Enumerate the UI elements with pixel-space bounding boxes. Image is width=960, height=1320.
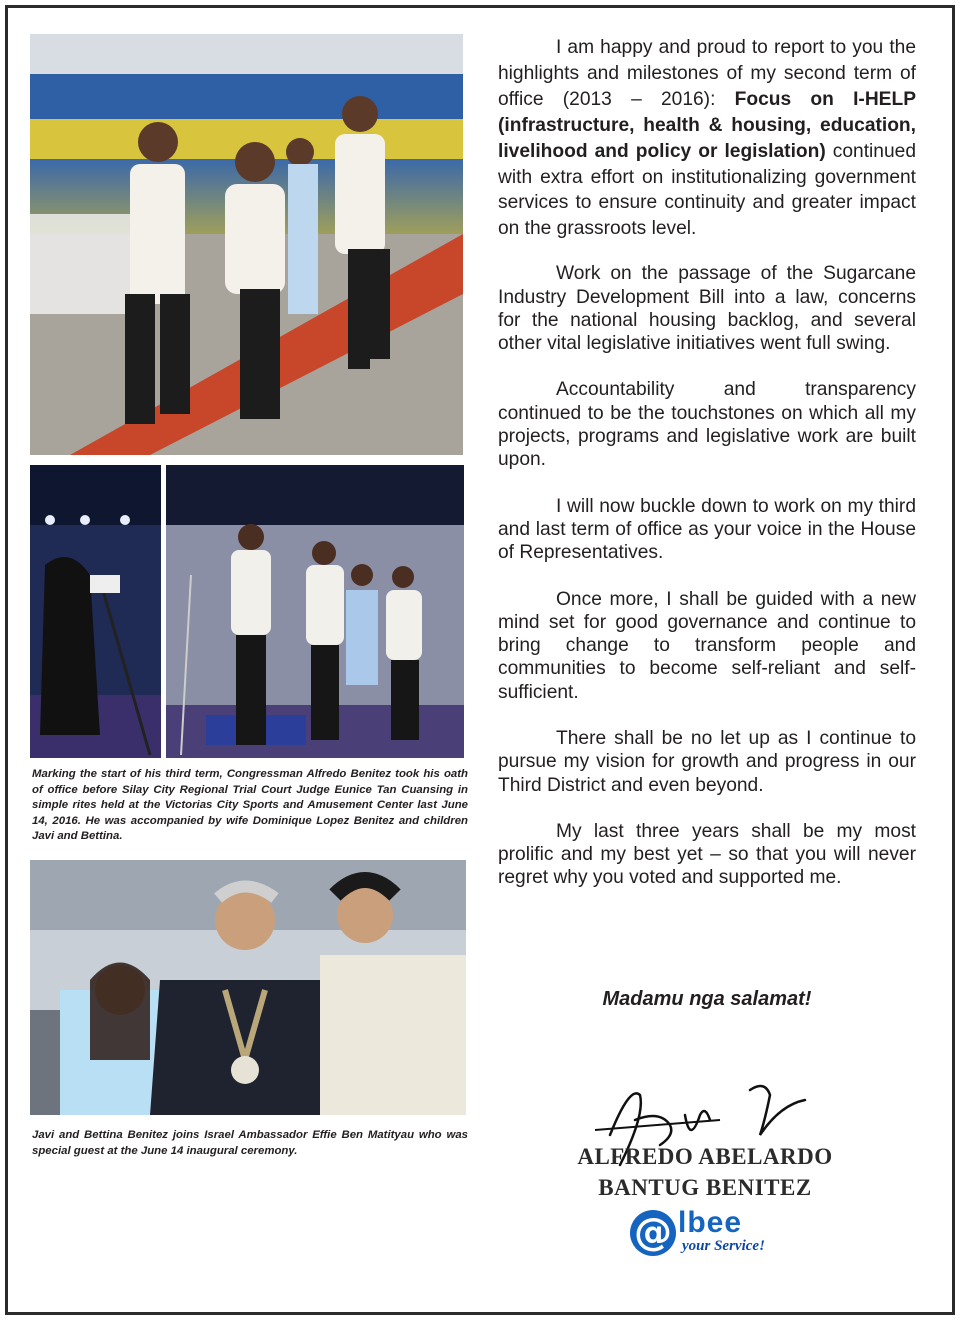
letter-paragraph: My last three years shall be my most prolific and my best yet – so that you will never regret why you voted and supported me. (498, 820, 916, 889)
letter-paragraph (498, 35, 916, 242)
letter-paragraph: Once more, I shall be guided with a new mind set for good governance and continue to bring change to transform people and communities to become self-reliant and self-sufficient. (498, 588, 916, 703)
letter-text: I am happy and proud to report to you the highlights and milestones of my second term of office (2013 – 2016): (498, 37, 916, 110)
oath-left-photo (30, 465, 161, 758)
letter-body (498, 35, 916, 913)
oath-right-photo (166, 465, 464, 758)
albee-logo (630, 1206, 790, 1265)
at-sign-icon: @ (630, 1210, 676, 1256)
letter-paragraph: Work on the passage of the Sugarcane Industry Development Bill into a law, concerns for the national housing backlog, and several other vital legislative initiatives went full swing. (498, 263, 916, 355)
signatory-name-line-1: ALFREDO ABELARDO (577, 1144, 833, 1169)
ambassador-photo-caption: Javi and Bettina Benitez joins Israel Ambassador Effie Ben Matityau who was special guest at the June 14 inaugural ceremony. (32, 1129, 468, 1157)
oath-photo-caption: Marking the start of his third term, Congressman Alfredo Benitez took his oath of office before Silay City Regional Trial Court Judge Eunice Tan Cuansing in simple rites held at the Victorias City Sports and Amusement Center last June 14, 2016. He was accompanied by wife Dominique Lopez Benitez and children Javi and Bettina. (32, 768, 468, 843)
ambassador-photo (30, 860, 466, 1115)
letter-paragraph: Accountability and transparency continued to be the touchstones on which all my projects, programs and legislative work are built upon. (498, 379, 916, 471)
procession-photo (30, 34, 463, 455)
letter-paragraph: There shall be no let up as I continue to pursue my vision for growth and progress in our Third District and even beyond. (498, 728, 916, 796)
logo-word: lbee (678, 1206, 743, 1239)
closing-line: Madamu nga salamat! (602, 988, 812, 1010)
signatory-name-line-2: BANTUG BENITEZ (598, 1175, 812, 1200)
letter-text: continued with extra effort on institutionalizing government services to ensure continuity and greater impact on the grassroots level. (498, 140, 916, 240)
letter-bold-text: Focus on I-HELP (infrastructure, health & housing, education, livelihood and policy or legislation) (498, 88, 916, 162)
letter-paragraph: I will now buckle down to work on my third and last term of office as your voice in the House of Representatives. (498, 495, 916, 564)
logo-tagline: your Service! (682, 1238, 765, 1254)
